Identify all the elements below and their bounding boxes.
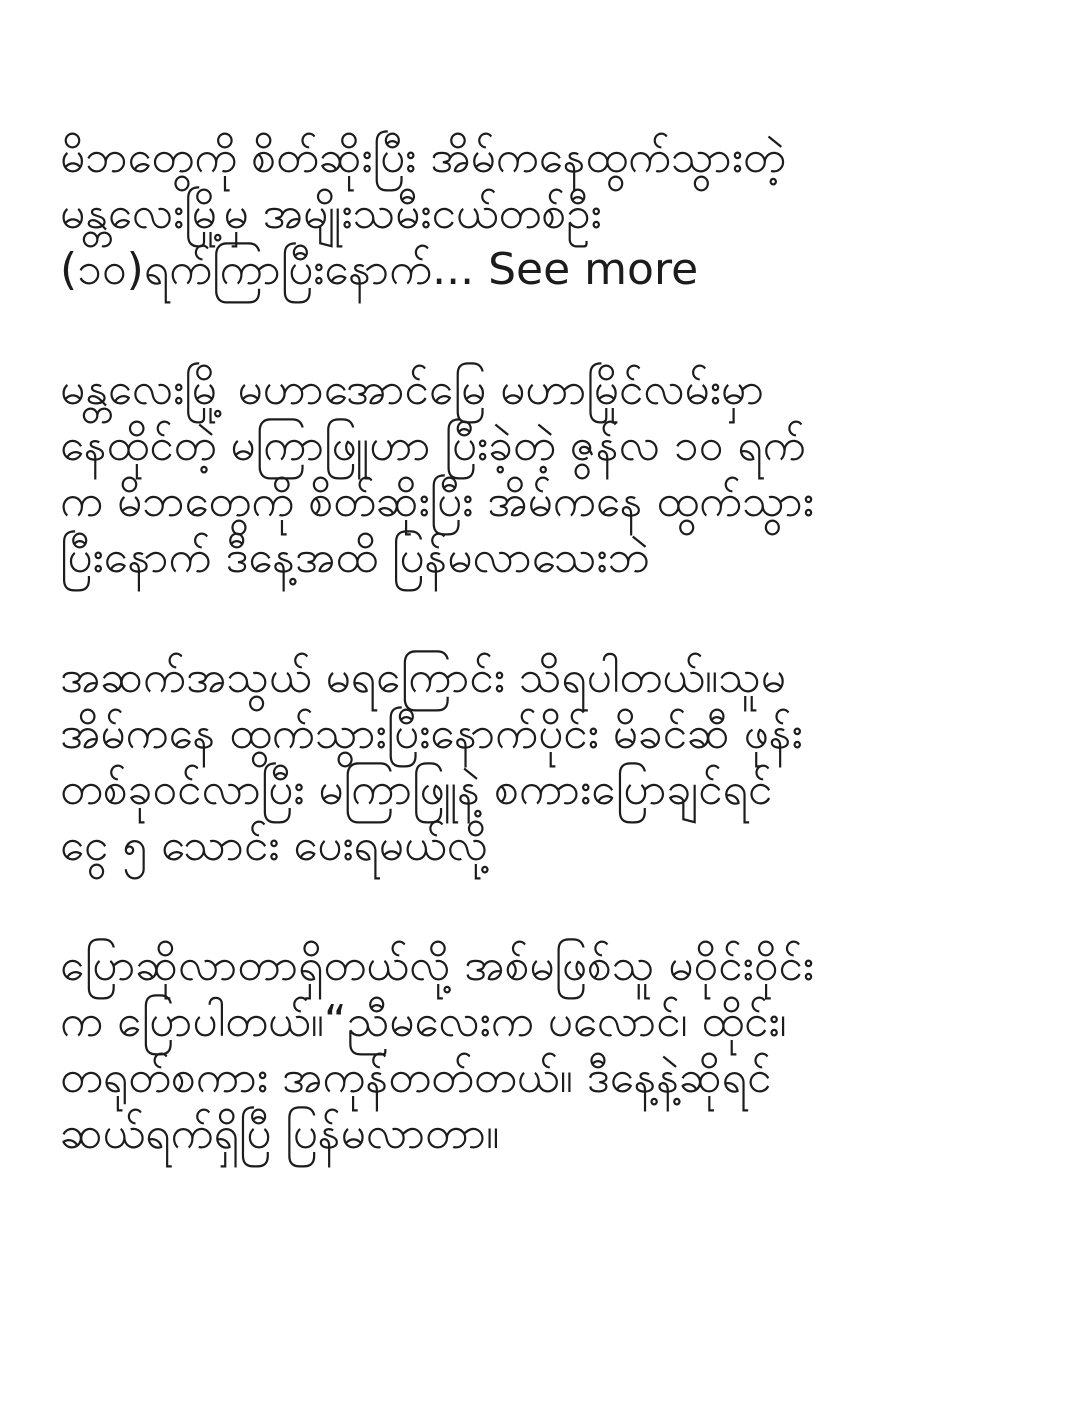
post-paragraph-4: ပြောဆိုလာတာရှိတယ်လို့ အစ်မဖြစ်သူ မဝိုင်းဝိုင်း က ပြောပါတယ်။“ညီမလေးက ပလောင်၊ ထိုင်း၊ တရုတ်စကား အကုန်တတ်တယ်။ ဒီနေ့နဲ့ဆိုရင် ဆယ်ရက်ရှိပြီ ပြန်မလာတာ။ xyxy=(60,940,814,1159)
post-paragraph-3: အဆက်အသွယ် မရကြောင်း သိရပါတယ်။သူမ အိမ်ကနေ ထွက်သွားပြီးနောက်ပိုင်း မိခင်ဆီ ဖုန်း တစ်ခုဝင်လာပြီး မကြာဖြူနဲ့ စကားပြောချင်ရင် ငွေ ၅ သောင်း ပေးရမယ်လို့ xyxy=(60,652,803,871)
post-body xyxy=(60,130,1050,1162)
post-paragraph-1 xyxy=(60,130,1050,298)
post-paragraph-2: မန္တလေးမြို့ မဟာအောင်မြေ မဟာမြိုင်လမ်းမှာ နေထိုင်တဲ့ မကြာဖြူဟာ ပြီးခဲ့တဲ့ ဇွန်လ ၁၀ ရက် က မိဘတွေကို စိတ်ဆိုးပြီး အိမ်ကနေ ထွက်သွား ပြီးနောက် ဒီနေ့အထိ ပြန်မလာသေးဘဲ xyxy=(60,364,814,583)
post-paragraph-1-text: မိဘတွေကို စိတ်ဆိုးပြီး အိမ်ကနေထွက်သွားတဲ့ မန္တလေးမြို့မှ အမျိုးသမီးငယ်တစ်ဦး (၁၀)ရက်ကြာပြီးနောက်... xyxy=(60,132,786,295)
see-more-link[interactable]: See more xyxy=(488,244,699,295)
